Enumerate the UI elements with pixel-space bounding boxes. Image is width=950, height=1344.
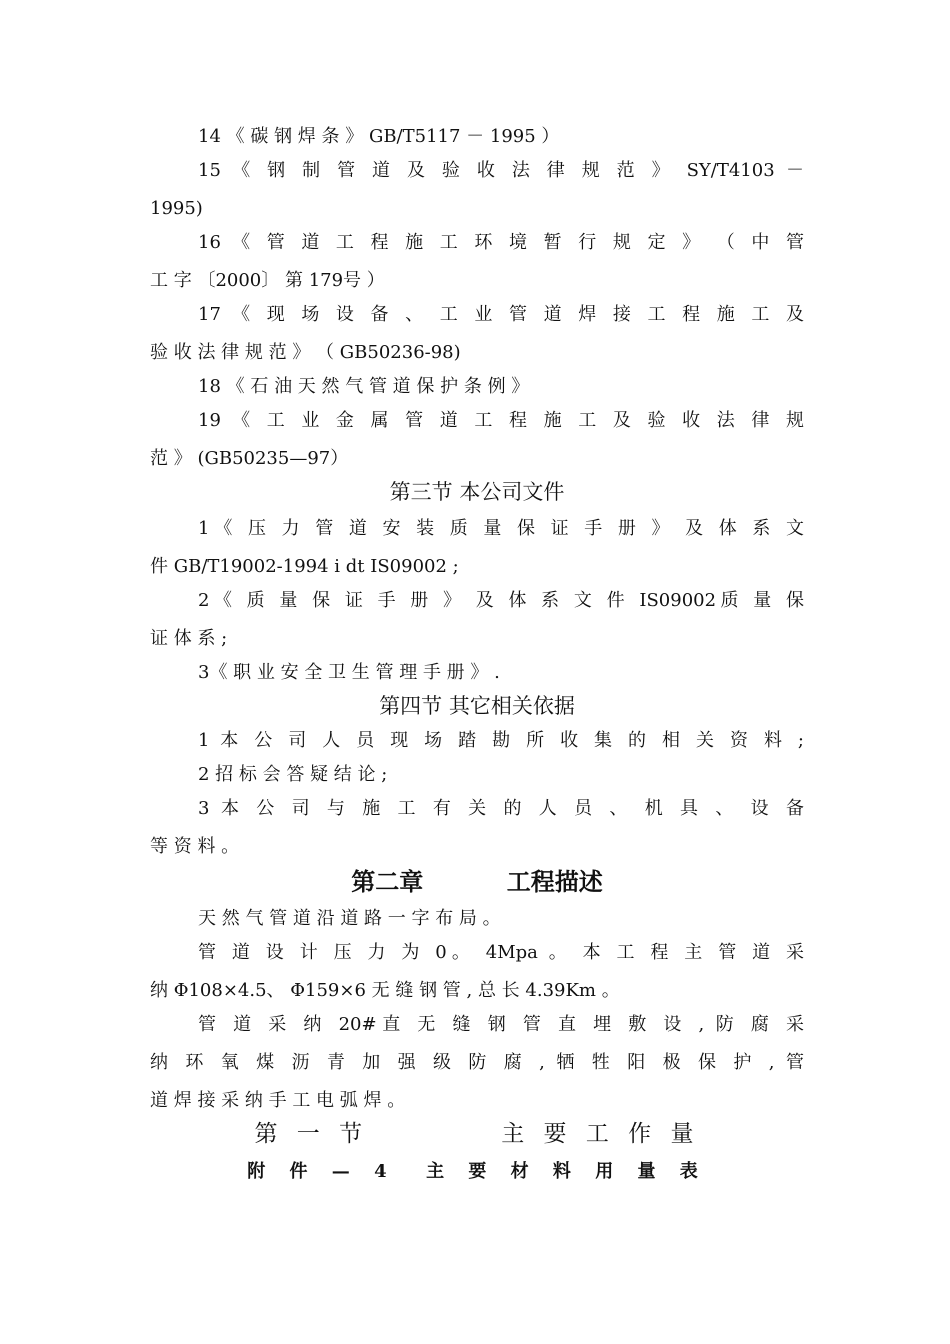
desc-line-2: 管 道 设 计 压 力 为 0。 4Mpa 。 本 工 程 主 管 道 采 [198, 942, 804, 963]
section-heading-company-docs: 第三节 本公司文件 [389, 480, 565, 504]
basis-item-3-cont: 等 资 料 。 [150, 836, 240, 857]
basis-item-3: 3 本 公 司 与 施 工 有 关 的 人 员 、 机 具 、 设 备 [198, 798, 804, 819]
appendix-heading-materials-table: 附 件 — 4 主 要 材 料 用 量 表 [247, 1161, 707, 1182]
ref-line-17: 17 《 现 场 设 备 、 工 业 管 道 焊 接 工 程 施 工 及 [198, 304, 804, 325]
ref-line-15: 15 《 钢 制 管 道 及 验 收 法 律 规 范 》 SY/T4103 － [198, 160, 804, 181]
company-doc-2-cont: 证 体 系 ; [150, 628, 228, 649]
company-doc-3: 3《 职 业 安 全 卫 生 管 理 手 册 》 . [198, 662, 500, 683]
chapter-heading-project-description: 第二章 工程描述 [351, 867, 603, 896]
ref-line-16-cont: 工 字 〔2000〕 第 179号 ） [150, 270, 385, 291]
desc-line-1: 天 然 气 管 道 沿 道 路 一 字 布 局 。 [198, 908, 501, 929]
ref-line-19: 19 《 工 业 金 属 管 道 工 程 施 工 及 验 收 法 律 规 [198, 410, 804, 431]
desc-line-3: 纳 Φ108×4.5、 Φ159×6 无 缝 钢 管 , 总 长 4.39Km 。 [150, 980, 620, 1001]
ref-line-19-cont: 范 》 (GB50235—97） [150, 448, 349, 469]
desc-line-4: 管 道 采 纳 20#直 无 缝 钢 管 直 埋 敷 设 , 防 腐 采 [198, 1014, 804, 1035]
desc-line-5: 纳 环 氧 煤 沥 青 加 强 级 防 腐 , 牺 牲 阳 极 保 护 , 管 [150, 1052, 804, 1073]
desc-line-6: 道 焊 接 采 纳 手 工 电 弧 焊 。 [150, 1090, 406, 1111]
company-doc-1: 1《 压 力 管 道 安 装 质 量 保 证 手 册 》 及 体 系 文 [198, 518, 805, 539]
ref-line-14: 14 《 碳 钢 焊 条 》 GB/T5117 － 1995 ） [198, 126, 560, 147]
company-doc-2: 2《 质 量 保 证 手 册 》 及 体 系 文 件 IS09002质 量 保 [198, 590, 804, 611]
ref-line-17-cont: 验 收 法 律 规 范 》 （ GB50236-98) [150, 342, 461, 363]
basis-item-2: 2 招 标 会 答 疑 结 论 ; [198, 764, 388, 785]
ref-line-18: 18 《 石 油 天 然 气 管 道 保 护 条 例 》 [198, 376, 530, 397]
basis-item-1: 1 本 公 司 人 员 现 场 踏 勘 所 收 集 的 相 关 资 料 ; [198, 730, 804, 751]
section-heading-main-workload: 第 一 节 主 要 工 作 量 [254, 1121, 700, 1147]
ref-line-15-cont: 1995) [150, 198, 203, 219]
company-doc-1-cont: 件 GB/T19002-1994 i dt IS09002 ; [150, 556, 459, 577]
ref-line-16: 16 《 管 道 工 程 施 工 环 境 暂 行 规 定 》 （ 中 管 [198, 232, 804, 253]
section-heading-other-basis: 第四节 其它相关依据 [379, 694, 575, 718]
